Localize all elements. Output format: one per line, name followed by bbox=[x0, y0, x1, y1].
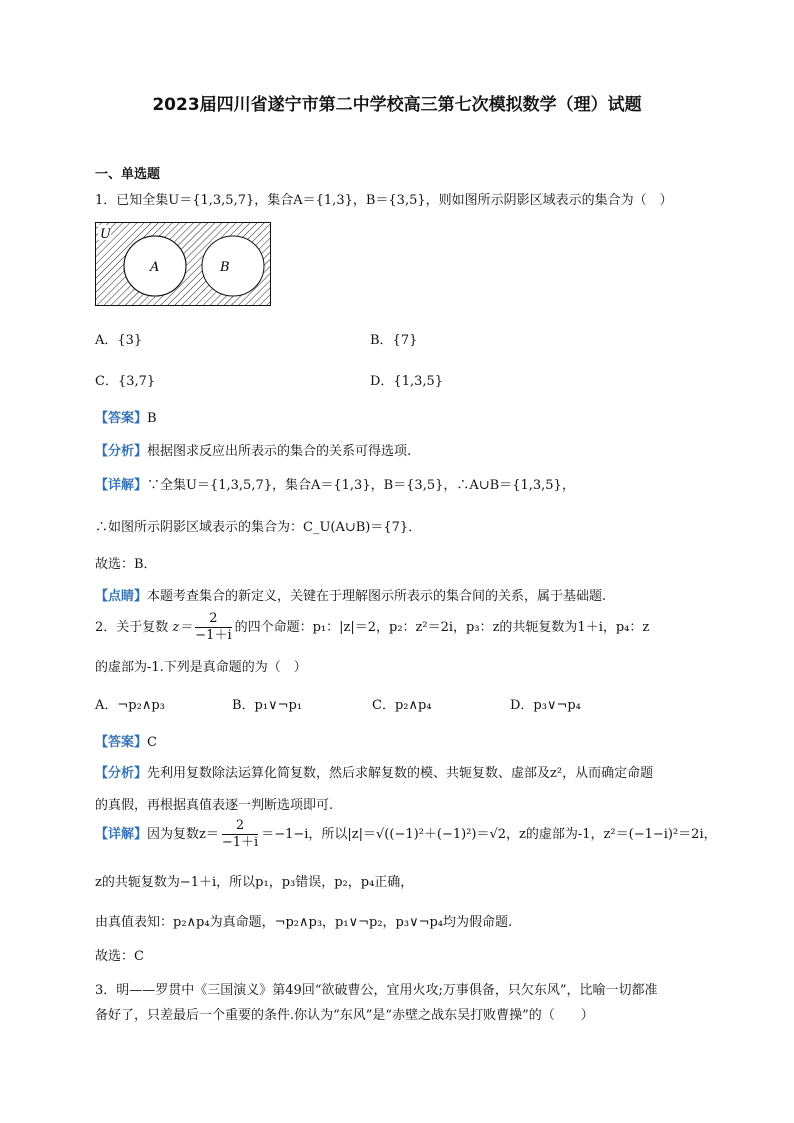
detail-prefix: 因为复数z＝ bbox=[147, 827, 219, 842]
q1-option-d: D．{1,3,5} bbox=[370, 374, 444, 389]
page-title: 2023届四川省遂宁市第二中学校高三第七次模拟数学（理）试题 bbox=[152, 95, 642, 115]
q1-detail bbox=[95, 474, 714, 493]
question-1-stem: 1．已知全集U＝{1,3,5,7}，集合A＝{1,3}，B＝{3,5}，则如图所示阴影区域表示的集合为（ ） bbox=[95, 193, 673, 208]
comment-text: 本题考查集合的新定义，关键在于理解图示所表示的集合间的关系，属于基础题. bbox=[147, 589, 607, 604]
detail-text: ∵全集U＝{1,3,5,7}，集合A＝{1,3}，B＝{3,5}，∴A∪B＝{1,3,5}， bbox=[147, 478, 575, 493]
comment-tag: 【点睛】 bbox=[95, 589, 148, 604]
q2-detail-fraction bbox=[222, 818, 258, 851]
q2-detail-2: z的共轭复数为−1＋i，所以p₁，p₃错误，p₂，p₄正确， bbox=[95, 875, 414, 890]
question-2-stem bbox=[95, 611, 714, 644]
q1-detail-2: ∴如图所示阴影区域表示的集合为：C_U(A∪B)＝{7}． bbox=[95, 520, 422, 535]
q2-option-c: C．p₂∧p₄ bbox=[372, 698, 432, 713]
q1-answer bbox=[95, 407, 714, 426]
detail-tag: 【详解】 bbox=[95, 827, 148, 842]
analysis-text: 先利用复数除法运算化简复数，然后求解复数的模、共轭复数、虚部及z²，从而确定命题 bbox=[147, 766, 654, 781]
venn-diagram bbox=[95, 222, 271, 306]
venn-label-u: U bbox=[100, 227, 111, 242]
q2-answer bbox=[95, 731, 714, 750]
q2-z-equals: z＝ bbox=[172, 620, 193, 635]
fraction-numerator: 2 bbox=[222, 818, 258, 835]
q2-option-a: A．¬p₂∧p₃ bbox=[95, 698, 165, 713]
q2-analysis-2: 的真假，再根据真值表逐一判断选项即可. bbox=[95, 798, 334, 813]
section-label: 一、单选题 bbox=[95, 167, 161, 182]
q2-stem-suffix: 的四个命题：p₁：|z|＝2，p₂：z²＝2i，p₃：z的共轭复数为1＋i，p₄：z bbox=[234, 620, 650, 635]
q2-stem-prefix: 2．关于复数 bbox=[95, 620, 169, 635]
q2-analysis bbox=[95, 762, 714, 781]
q1-comment bbox=[95, 585, 714, 604]
q2-fraction bbox=[195, 611, 231, 644]
q2-option-b: B．p₁∨¬p₁ bbox=[232, 698, 303, 713]
q2-detail bbox=[95, 818, 717, 851]
set-b-circle bbox=[202, 236, 264, 296]
question-3-stem-line-2: 备好了，只差最后一个重要的条件.你认为“东风”是“赤壁之战东吴打败曹操”的（ ） bbox=[95, 1008, 594, 1023]
venn-label-b: B bbox=[220, 260, 230, 275]
answer-tag: 【答案】 bbox=[95, 735, 148, 750]
question-2-stem-line-2: 的虚部为-1.下列是真命题的为（ ） bbox=[95, 660, 307, 675]
q1-choose: 故选：B． bbox=[95, 557, 157, 572]
q1-option-c: C．{3,7} bbox=[95, 374, 156, 389]
analysis-tag: 【分析】 bbox=[95, 444, 148, 459]
q1-option-b: B．{7} bbox=[370, 333, 418, 348]
detail-suffix: ＝−1−i，所以|z|＝√((−1)²＋(−1)²)＝√2，z的虚部为-1，z²＝(−1−i)²＝2i， bbox=[261, 827, 717, 842]
answer-value: B bbox=[147, 411, 157, 426]
question-3-stem: 3．明——罗贯中《三国演义》第49回“欲破曹公，宜用火攻;万事俱备，只欠东风”，比喻一切都准 bbox=[95, 983, 658, 998]
analysis-tag: 【分析】 bbox=[95, 766, 148, 781]
q2-detail-3: 由真值表知：p₂∧p₄为真命题，¬p₂∧p₃，p₁∨¬p₂，p₃∨¬p₄均为假命题. bbox=[95, 915, 513, 930]
analysis-text: 根据图求反应出所表示的集合的关系可得选项. bbox=[147, 444, 412, 459]
fraction-denominator: −1＋i bbox=[221, 835, 259, 850]
answer-tag: 【答案】 bbox=[95, 411, 148, 426]
q2-choose: 故选：C bbox=[95, 949, 144, 964]
venn-label-a: A bbox=[150, 260, 160, 275]
fraction-denominator: −1＋i bbox=[195, 628, 232, 643]
fraction-numerator: 2 bbox=[195, 611, 231, 628]
detail-tag: 【详解】 bbox=[95, 478, 148, 493]
q2-option-d: D．p₃∨¬p₄ bbox=[510, 698, 581, 713]
q1-option-a: A．{3} bbox=[95, 333, 143, 348]
answer-value: C bbox=[147, 735, 157, 750]
q1-analysis bbox=[95, 440, 714, 459]
